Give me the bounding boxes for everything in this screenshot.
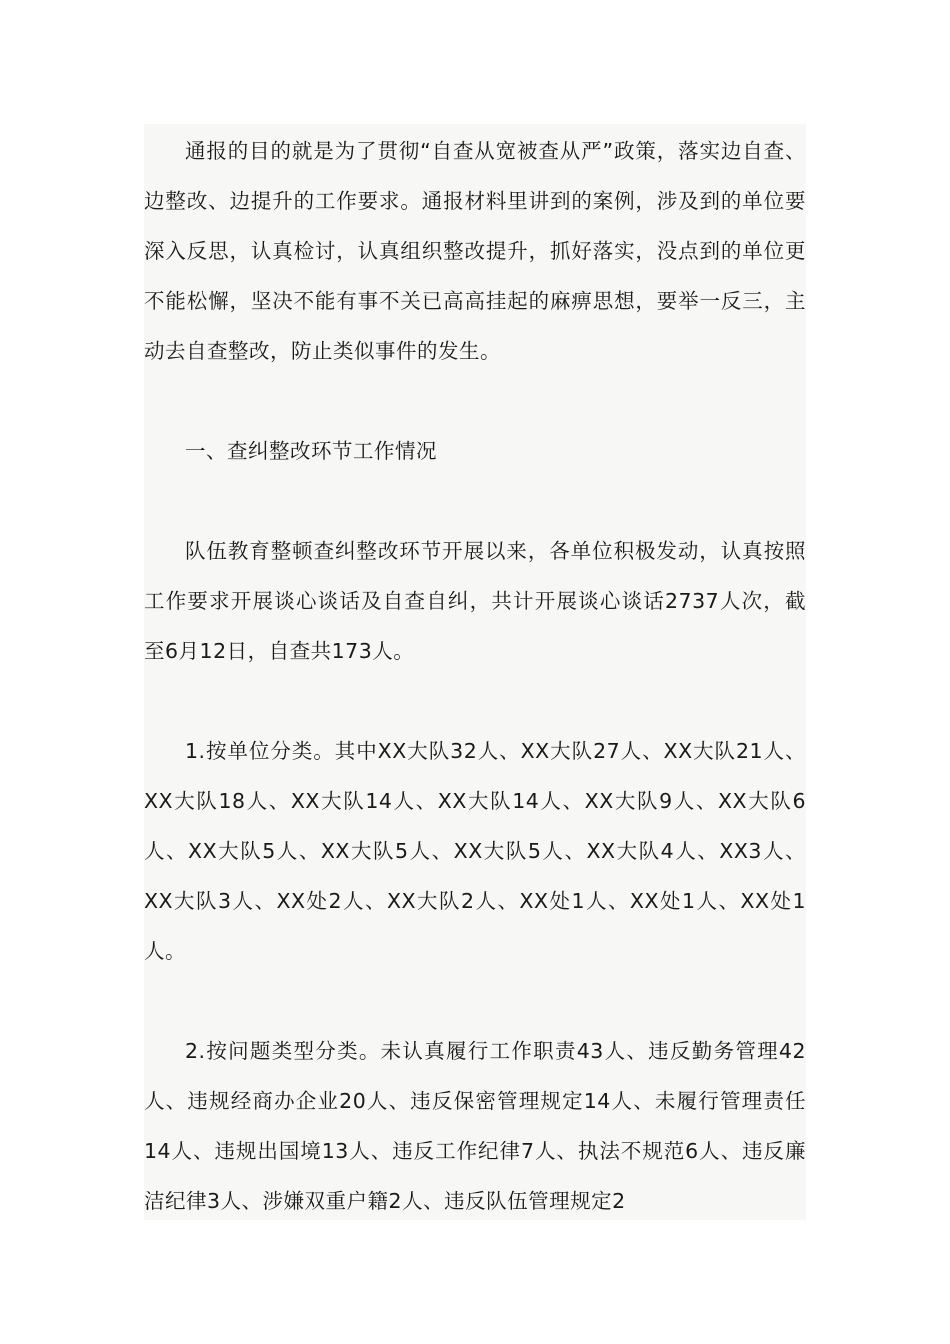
paragraph-overview: 队伍教育整顿查纠整改环节开展以来，各单位积极发动，认真按照工作要求开展谈心谈话及自查自纠，共计开展谈心谈话2737人次，截至6月12日，自查共173人。: [144, 539, 806, 663]
section-heading: 一、查纠整改环节工作情况: [185, 439, 437, 463]
paragraph-intro: 通报的目的就是为了贯彻“自查从宽被查从严”政策，落实边自查、边整改、边提升的工作要求。通报材料里讲到的案例，涉及到的单位要深入反思，认真检讨，认真组织整改提升，抓好落实，没点到的单位更不能松懈，坚决不能有事不关已高高挂起的麻痹思想，要举一反三，主动去自查整改，防止类似事件的发生。: [144, 139, 806, 363]
paragraph-by-unit: 1.按单位分类。其中XX大队32人、XX大队27人、XX大队21人、XX大队18人、XX大队14人、XX大队14人、XX大队9人、XX大队6人、XX大队5人、XX大队5人、XX大队5人、XX大队4人、XX3人、XX大队3人、XX处2人、XX大队2人、XX处1人、XX处1人、XX处1人。: [144, 739, 806, 963]
document-body: [144, 124, 806, 1220]
paragraph-by-type: 2.按问题类型分类。未认真履行工作职责43人、违反勤务管理42人、违规经商办企业20人、违反保密管理规定14人、未履行管理责任14人、违规出国境13人、违反工作纪律7人、执法不规范6人、违反廉洁纪律3人、涉嫌双重户籍2人、违反队伍管理规定2: [144, 1039, 806, 1213]
